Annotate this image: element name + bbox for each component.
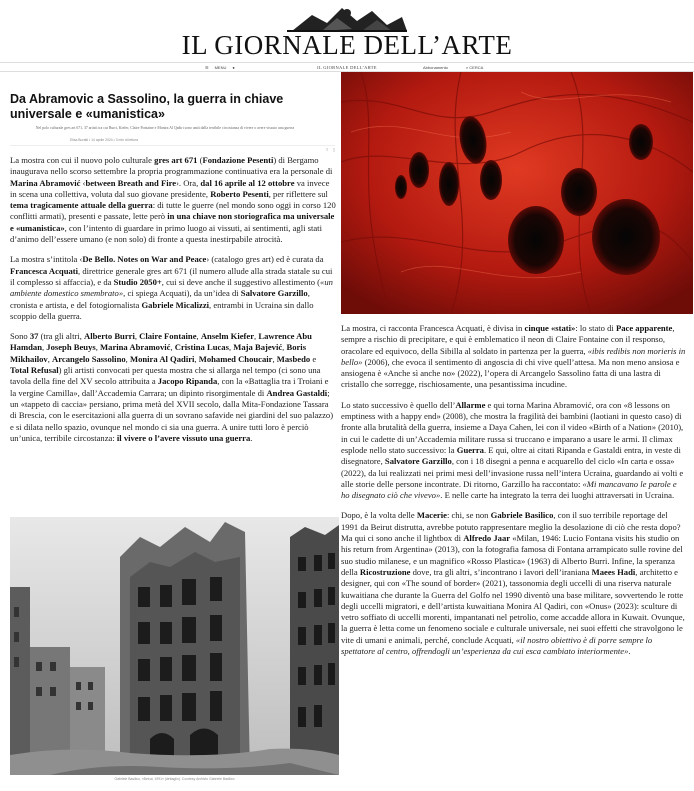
masthead [0, 0, 694, 62]
article-body-left [10, 155, 336, 453]
photo-caption: Gabriele Basilico, «Beirut, 1991» (dettaglio). Courtesy Archivio Gabriele Basilico [114, 777, 235, 781]
paragraph-title-curators: La mostra s’intitola ‹De Bello. Notes on War and Peace› (catalogo gres art) ed è curata da Francesca Acquati, direttrice generale gres art 671 (il numero allude alla strada statale su cui il complesso si affaccia), e da Studio 2050+, cui si deve anche il suggestivo allestimento («un ambiente domestico smembrato», ci spiega Acquati), da un’idea di Salvatore Garzillo, cronista e artista, e del fotogiornalista Gabriele Micalizzi, entrambi in Ucraina sin dallo scoppio della guerra. [10, 254, 333, 321]
nav-brand[interactable]: IL GIORNALE DELL’ARTE [317, 65, 377, 70]
abramovic-exhibition-link[interactable]: between Breath and Fire [85, 177, 177, 188]
search-icon: ⌕ [465, 65, 469, 70]
burri-painting-image [341, 72, 693, 314]
share-bar [10, 145, 335, 152]
paragraph-alarm-war: Lo stato successivo è quello dell’Allarme e qui torna Marina Abramović, ora con «8 lessons on emptiness with a happy end» (2008), che mostra la fragilità dei bambini (laotiani in questo caso) di fronte alla brutalità della guerra, insieme a Daya Cahen, lei con il video «Birth of a Nation» (2010), in cui le cadette di un’Accademia militare russa si truccano e imparano a usare le armi. Il climax esplode nello stato successivo: la Guerra. E qui, oltre ai citati Ripanda e Gastaldi entra, in veste di disegnatore, Salvatore Garzillo, con i 18 disegni a penna e acquarello del ciclo «In carta e ossa» (2022), da lui realizzati nei primi mesi dell’invasione russa nell’intera Ucraina, guardando ai volti e alle storie delle persone incontrate. Di ritorno, Garzillo ha raccontato: «Mi mancavano le parole e ho disegnato ciò che vivevo». E nelle carte ha integrato la terra dei luoghi attraversati in Ucraina. [341, 399, 684, 501]
top-navbar [0, 62, 694, 72]
search-button[interactable] [466, 65, 483, 70]
paragraph-artists: Sono 37 (tra gli altri, Alberto Burri, Claire Fontaine, Anselm Kiefer, Lawrence Abu Hamdan, Joseph Beuys, Marina Abramović, Cristina Lucas, Maja Bajević, Boris Mikhailov, Arcangelo Sassolino, Monira Al Qadiri, Mohamed Choucair, Masbedo e Total Refusal) gli artisti convocati per questa mostra che si allarga nel tempo (ci sono una tavola della fine del XV secolo attribuita a Jacopo Ripanda, con la «Battaglia tra i Troiani e la vergine Camilla», dall’Accademia Carrara; un dipinto risorgimentale di Andrea Gastaldi; un «tappeto di caccia» persiano, prima metà del XVII secolo, dalla Mita-Fondazione Tassara di Brescia, con le esercitazioni alla guerra di un sovrano safavide nei giardini del suo palazzo) e si dilata nello spazio, ovunque nel mondo ci sia una guerra. A unire tutti loro è perciò un’unica, terribile circostanza: il vivere o l’avere vissuto una guerra. [10, 331, 334, 443]
user-icon[interactable]: ● [232, 65, 235, 70]
red-plastic-artwork [341, 72, 693, 314]
article-title: Da Abramovic a Sassolino, la guerra in chiave universale e «umanistica» [10, 92, 284, 121]
article-body-right [341, 323, 686, 666]
masthead-illustration-icon [282, 3, 412, 33]
nav-right [423, 65, 483, 70]
subscribe-link[interactable]: Abbonamento [423, 65, 448, 70]
paragraph-ruins-reconstruction: Dopo, è la volta delle Macerie: chi, se non Gabriele Basilico, con il suo terribile reportage del 1991 da Beirut distrutta, avrebbe potuto rappresentare meglio la desolazione di ciò che resta dopo? Ma qui ci sono anche il lightbox di Alfredo Jaar «Milan, 1946: Lucio Fontana visits his studio on his return from Argentina» (2013), con la fotografia famosa di Fontana arrampicato sulle rovine del suo studio milanese, e un magnifico «Rosso Plastica» (1963) di Alberto Burri. Infine, la speranza della Ricostruzione dove, tra gli altri, s’incontrano i lavori dell’iraniana Maees Hadi, architetto e designer, qui con «The sound of border» (2021), tassonomia degli uccelli di una riserva naturale kuwaitiana che durante la Guerra del Golfo nel 1990 diventò una base militare, sovvertendo le rotte degli uccelli migratori, e dell’artista kuwaitiana Monira Al Qadiri, con «Onus» (2023): sculture di vetro soffiato di uccelli morenti, impantanati nel petrolio, come accadde allora in Kuwait. Ovunque, la guerra è letta come un fenomeno sociale e culturale universale, nei suoi effetti che stravolgono le vite di umani e animali, perché, conclude Acquati, «il nostro obiettivo è di porre sempre lo spettatore al centro, offrendogli un’esperienza da cui esca cambiato interiormente». [341, 510, 685, 657]
paragraph-states: La mostra, ci racconta Francesca Acquati, è divisa in cinque «stati»: lo stato di Pace apparente, sempre a rischio di precipitare, e qui è emblematico il neon di Claire Fontaine con il responso, oracolare ed equivoco, della Sibilla al soldato in partenza per la guerra, «ibis redibis non morieris in bello» (2006), che evoca il sentimento di angoscia di chi vive quell’attesa. Ma non meno ansiosa e ansiogena è «Anche sì anche no» (2022), l’opera di Arcangelo Sassolino fatta di una lastra di cristallo che sorregge, rischiosamente, una pesantissima incudine. [341, 323, 686, 390]
hamburger-icon[interactable]: ☰ [205, 65, 209, 70]
search-label: CERCA [469, 65, 484, 70]
ruined-building-image [10, 517, 339, 775]
share-icon[interactable]: ⇪ [325, 147, 329, 152]
paragraph-intro: La mostra con cui il nuovo polo culturale gres art 671 (Fondazione Pesenti) di Bergamo inaugurava nello scorso settembre la propria programmazione continuativa era la personale di Marina Abramović ‹between Breath and Fire›. Ora, dal 16 aprile al 12 ottobre va invece in scena una collettiva, voluta dal suo giovane presidente, Roberto Pesenti, per riflettere sul tema tragicamente attuale della guerra: di tutte le guerre (nel mondo sono oggi in corso 120 conflitti armati), presenti e passate, lette però in una chiave non storiografica ma universale e «umanistica», con l’intento di guardare in primo luogo ai vissuti, ai sentimenti, agli stati d’animo dell’essere umano (e non solo) di fronte a questa inestirpabile atrocità. [10, 155, 336, 245]
bookmark-icon[interactable]: ▯ [332, 147, 335, 152]
article-header [10, 92, 335, 152]
article-meta: Elisa Buratti • 14 aprile 2024 • 3 min di lettura [70, 138, 138, 142]
article-subtitle: Nel polo culturale gres art 671, 37 artisti tra cui Burri, Kiefer, Claire Fontaine e Monira Al Qadiri sono uniti dalla terribile circostanza di vivere o avere vissuto una guerra [35, 126, 295, 130]
site-logo[interactable]: IL GIORNALE DELL’ARTE [181, 30, 513, 60]
menu-button[interactable]: MENU [214, 65, 227, 70]
beirut-ruins-photo [10, 517, 339, 775]
